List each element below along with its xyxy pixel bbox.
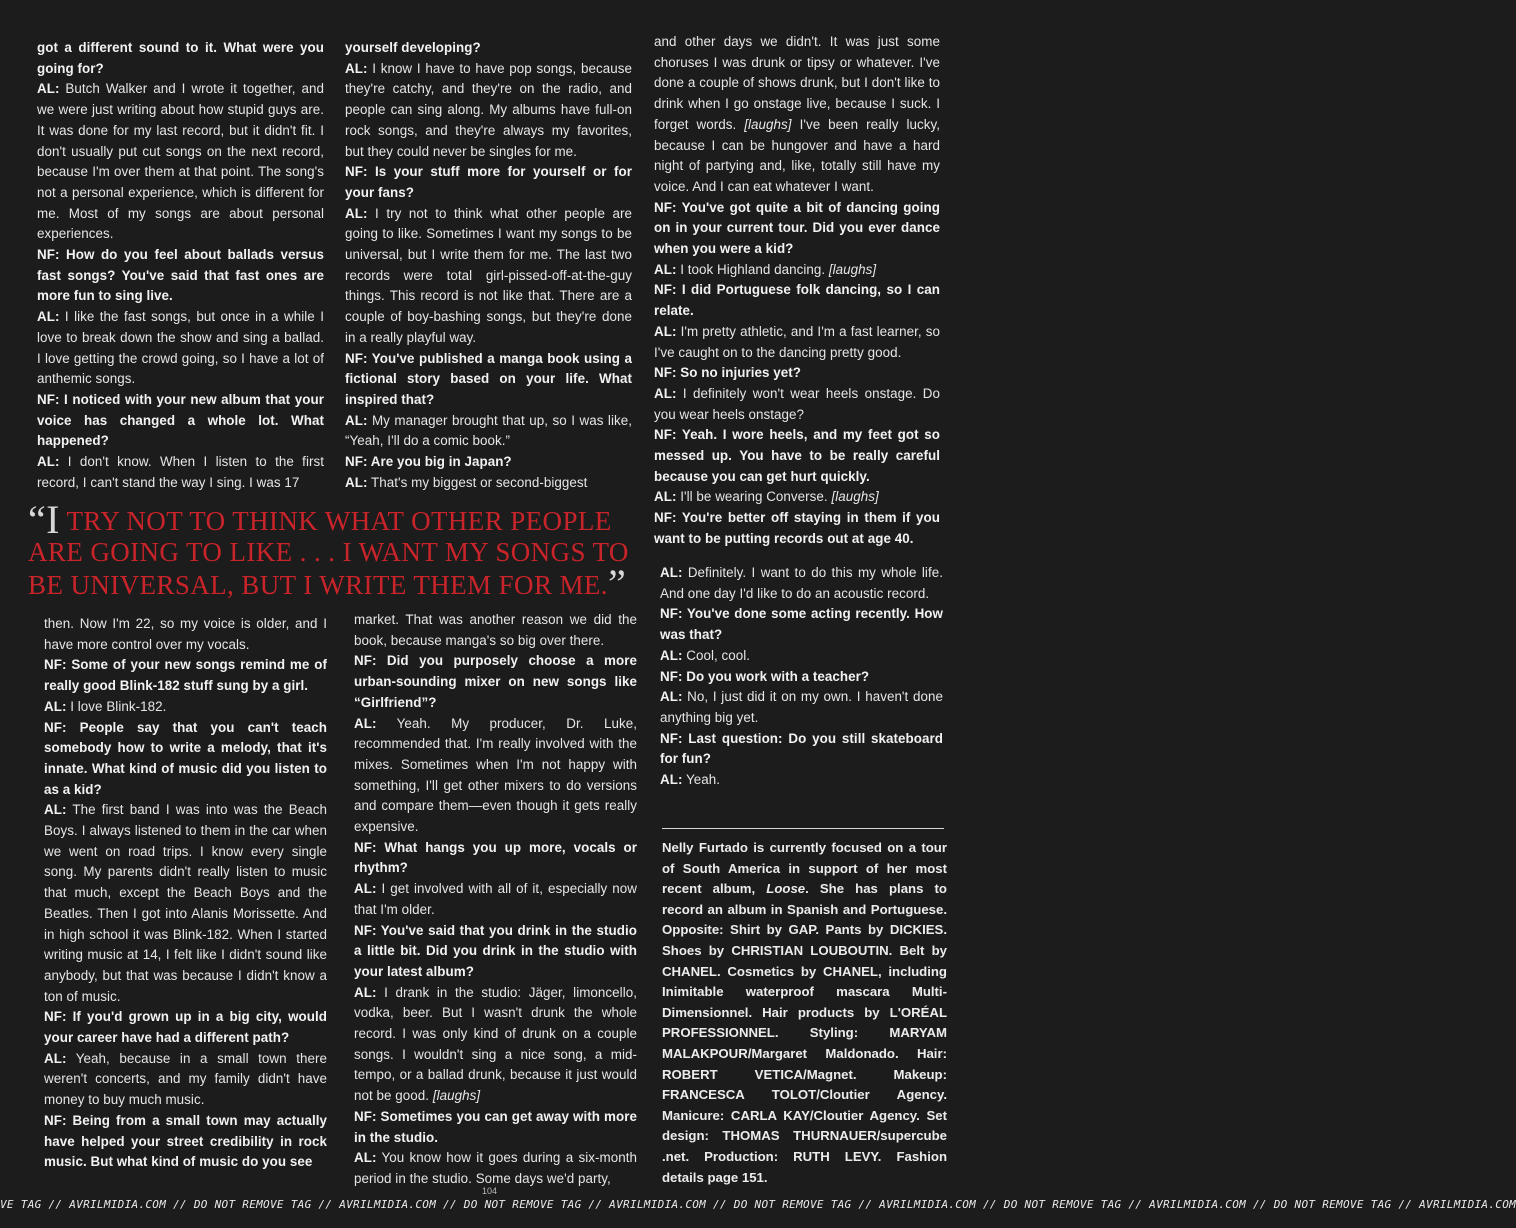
stage-note: [laughs] xyxy=(831,489,879,505)
question: NF: How do you feel about ballads versus fast songs? You've said that fast ones are more fun to sing live. xyxy=(37,247,324,304)
speaker-label: AL: xyxy=(660,647,683,663)
question: got a different sound to it. What were you going for? xyxy=(37,40,324,76)
answer xyxy=(345,411,632,452)
answer xyxy=(44,697,327,718)
answer-text: No, I just did it on my own. I haven't done anything big yet. xyxy=(660,689,943,725)
answer-text: Definitely. I want to do this my whole life. And one day I'd like to do an acoustic record. xyxy=(660,565,943,601)
answer xyxy=(345,473,632,494)
credits-divider xyxy=(662,828,944,829)
speaker-label: AL: xyxy=(660,689,683,705)
answer-text: You know how it goes during a six-month period in the studio. Some days we'd party, xyxy=(354,1150,637,1186)
answer xyxy=(354,714,637,838)
speaker-label: AL: xyxy=(654,261,677,277)
question: NF: So no injuries yet? xyxy=(654,365,801,381)
speaker-label: AL: xyxy=(660,772,683,788)
answer xyxy=(44,800,327,1007)
answer-text: Yeah. My producer, Dr. Luke, recommended that. I'm really involved with the mixes. Sometimes when I'm not happy with something, I'll get other mixers to do versions and compare them—even though it gets really expensive. xyxy=(354,715,637,835)
speaker-label: AL: xyxy=(345,60,368,76)
answer xyxy=(37,79,324,245)
column-1-bottom xyxy=(44,614,327,1173)
answer: market. That was another reason we did the book, because manga's so big over there. xyxy=(354,612,637,648)
answer xyxy=(354,879,637,920)
answer-text: I'll be wearing Converse. xyxy=(676,489,832,505)
speaker-label: AL: xyxy=(345,412,368,428)
answer-text: Butch Walker and I wrote it together, and we were just writing about how stupid guys are. It was done for my last record, but it didn't fit. I don't usually put cut songs on the next record, because I'm over them at that point. The song's not a personal experience, which is different for me. Most of my songs are about personal experiences. xyxy=(37,81,324,242)
answer xyxy=(354,983,637,1107)
question: NF: Do you work with a teacher? xyxy=(660,668,870,684)
speaker-label: AL: xyxy=(354,1150,377,1166)
album-title: Loose xyxy=(766,881,806,897)
speaker-label: AL: xyxy=(660,565,683,580)
pull-quote xyxy=(28,497,640,606)
speaker-label: AL: xyxy=(44,698,67,714)
answer xyxy=(660,563,943,604)
answer-text: I'm pretty athletic, and I'm a fast learner, so I've caught on to the dancing pretty good. xyxy=(654,323,940,360)
speaker-label: AL: xyxy=(354,984,377,1000)
credits-text xyxy=(662,838,947,1188)
question: NF: Some of your new songs remind me of really good Blink-182 stuff sung by a girl. xyxy=(44,657,327,694)
answer xyxy=(654,322,940,363)
answer-text: I know I have to have pop songs, because they're catchy, and they're on the radio, and people can sing along. My albums have full-on rock songs, and they're always my favorites, but they could never be singles for me. xyxy=(345,60,632,159)
answer-text: I drank in the studio: Jäger, limoncello, vodka, beer. But I wasn't drunk the whole record. I was only kind of drunk on a couple songs. I wouldn't sing a nice song, a mid-tempo, or a ballad drunk, because it just would not be good. xyxy=(354,984,637,1104)
question: NF: You've said that you drink in the studio a little bit. Did you drink in the studio with your latest album? xyxy=(354,922,637,979)
question: NF: If you'd grown up in a big city, would your career have had a different path? xyxy=(44,1009,327,1046)
column-1-top xyxy=(37,38,324,493)
question: NF: You've got quite a bit of dancing going on in your current tour. Did you ever dance when you were a kid? xyxy=(654,199,940,257)
speaker-label: AL: xyxy=(654,385,677,401)
answer xyxy=(654,32,940,198)
speaker-label: AL: xyxy=(37,309,60,325)
question: NF: People say that you can't teach somebody how to write a melody, that it's innate. What kind of music did you listen to as a kid? xyxy=(44,719,327,797)
answer-text: That's my biggest or second-biggest xyxy=(367,474,588,490)
question: NF: Being from a small town may actually have helped your street credibility in rock music. But what kind of music do you see xyxy=(44,1112,327,1170)
answer xyxy=(660,687,943,728)
question: NF: You've published a manga book using a fictional story based on your life. What inspired that? xyxy=(345,350,632,407)
answer-text: Yeah, because in a small town there weren't concerts, and my family didn't have money to buy much music. xyxy=(44,1050,327,1108)
speaker-label: AL: xyxy=(654,489,677,505)
answer xyxy=(37,452,324,493)
answer xyxy=(654,487,940,508)
speaker-label: AL: xyxy=(44,1050,67,1066)
answer-text: I don't know. When I listen to the first record, I can't stand the way I sing. I was 17 xyxy=(37,454,324,490)
answer-text: I get involved with all of it, especially now that I'm older. xyxy=(354,881,637,917)
answer-text: I like the fast songs, but once in a while I love to break down the show and sing a ballad. I love getting the crowd going, so I have a lot of anthemic songs. xyxy=(37,309,324,387)
answer xyxy=(37,307,324,390)
answer xyxy=(654,260,940,281)
speaker-label: AL: xyxy=(354,881,377,897)
speaker-label: AL: xyxy=(354,715,377,731)
question: NF: Is your stuff more for yourself or for your fans? xyxy=(345,164,632,200)
pull-quote-text: TRY NOT TO THINK WHAT OTHER PEOPLE ARE GOING TO LIKE . . . I WANT MY SONGS TO BE UNIVERSAL, BUT I WRITE THEM FOR ME. xyxy=(28,506,629,600)
stage-note: [laughs] xyxy=(828,261,877,277)
credits-text-part: . She has plans to record an album in Spanish and Portuguese. Opposite: Shirt by GAP. Pants by DICKIES. Shoes by CHRISTIAN LOUBOUTIN. Belt by CHANEL. Cosmetics by CHANEL, including Inimitable waterproof mascara Multi-Dimensionnel. Hair products by L'ORÉAL PROFESSIONNEL. Styling: MARYAM MALAKPOUR/Margaret Maldonado. Hair: ROBERT VETICA/Magnet. Makeup: FRANCESCA TOLOT/Cloutier Agency. Manicure: CARLA KAY/Cloutier Agency. Set design: THOMAS THURNAUER/supercube .net. Production: RUTH LEVY. Fashion details page 151. xyxy=(662,881,947,1185)
stage-note: [laughs] xyxy=(744,116,792,132)
answer-text: I love Blink-182. xyxy=(66,698,167,714)
answer xyxy=(345,59,632,163)
answer-text: I try not to think what other people are going to like. Sometimes I want my songs to be universal, but I write them for me. The last two records were total girl-pissed-off-at-the-guy things. This record is not like that. There are a couple of boy-bashing songs, but they're done in a really playful way. xyxy=(345,205,632,345)
question: NF: Sometimes you can get away with more in the studio. xyxy=(354,1108,637,1145)
column-3-top xyxy=(654,32,940,550)
column-3-bottom xyxy=(660,563,943,791)
question: NF: Did you purposely choose a more urban-sounding mixer on new songs like “Girlfriend”? xyxy=(354,653,637,710)
question: NF: You're better off staying in them if you want to be putting records out at age 40. xyxy=(654,510,940,546)
answer xyxy=(654,384,940,425)
speaker-label: AL: xyxy=(37,81,60,97)
answer-text: The first band I was into was the Beach Boys. I always listened to them in the car when we went on road trips. I know every single song. My parents didn't really listen to music that much, except the Beach Boys and the Beatles. Then I got into Alanis Morissette. And in high school it was Blink-182. When I started writing music at 14, I felt like I didn't sound like anybody, but that was because I didn't know a ton of music. xyxy=(44,802,327,1004)
answer xyxy=(345,204,632,349)
question: NF: Yeah. I wore heels, and my feet got so messed up. You have to be really careful because you can get hurt quickly. xyxy=(654,427,940,484)
pull-quote-close: ” xyxy=(607,561,627,606)
credits-box xyxy=(662,838,947,1188)
question: NF: You've done some acting recently. How was that? xyxy=(660,606,943,643)
column-2-top xyxy=(345,38,632,493)
answer xyxy=(44,1049,327,1111)
pull-quote-open: “I xyxy=(28,497,60,542)
answer-text: and other days we didn't. It was just some choruses I was drunk or tipsy or whatever. I've done a couple of shows drunk, but I don't like to drink when I go onstage live, because I suck. I forget words. xyxy=(654,34,940,132)
stage-note: [laughs] xyxy=(432,1088,481,1104)
credits-text-part: Nelly Furtado is currently focused on a tour of South America in support of her most recent album, xyxy=(662,840,947,897)
answer-text: I've been really lucky, because I can be hungover and have a hard night of partying and, like, totally still have my voice. And I can eat whatever I want. xyxy=(654,116,940,194)
question: NF: I noticed with your new album that your voice has changed a whole lot. What happened? xyxy=(37,391,324,449)
answer-text: My manager brought that up, so I was like, “Yeah, I'll do a comic book.” xyxy=(345,412,632,449)
answer xyxy=(354,1148,637,1189)
watermark-tag-bar: VE TAG // AVRILMIDIA.COM // DO NOT REMOVE TAG // AVRILMIDIA.COM // DO NOT REMOVE TAG // AVRILMIDIA.COM // DO NOT REMOVE TAG // AVRILMIDIA.COM // DO NOT REMOVE TAG // AVRILMIDIA.COM // DO NOT REMOVE TAG // AVRILMIDIA.COM xyxy=(0,1198,1516,1211)
answer xyxy=(660,646,943,667)
question: NF: Last question: Do you still skateboard for fun? xyxy=(660,730,943,767)
question: NF: Are you big in Japan? xyxy=(345,454,512,470)
answer-text: Yeah. xyxy=(682,772,721,788)
question: yourself developing? xyxy=(345,40,481,55)
speaker-label: AL: xyxy=(654,323,677,339)
question: NF: I did Portuguese folk dancing, so I can relate. xyxy=(654,282,940,319)
speaker-label: AL: xyxy=(37,454,60,470)
question: NF: What hangs you up more, vocals or rhythm? xyxy=(354,839,637,876)
speaker-label: AL: xyxy=(345,474,368,490)
speaker-label: AL: xyxy=(345,205,368,221)
answer-text: I definitely won't wear heels onstage. Do you wear heels onstage? xyxy=(654,385,940,422)
page-number: 104 xyxy=(482,1186,498,1196)
column-2-bottom xyxy=(354,610,637,1190)
answer xyxy=(660,770,943,791)
answer: then. Now I'm 22, so my voice is older, and I have more control over my vocals. xyxy=(44,616,327,652)
answer-text: I took Highland dancing. xyxy=(676,261,829,277)
answer-text: Cool, cool. xyxy=(682,647,751,663)
speaker-label: AL: xyxy=(44,802,67,818)
